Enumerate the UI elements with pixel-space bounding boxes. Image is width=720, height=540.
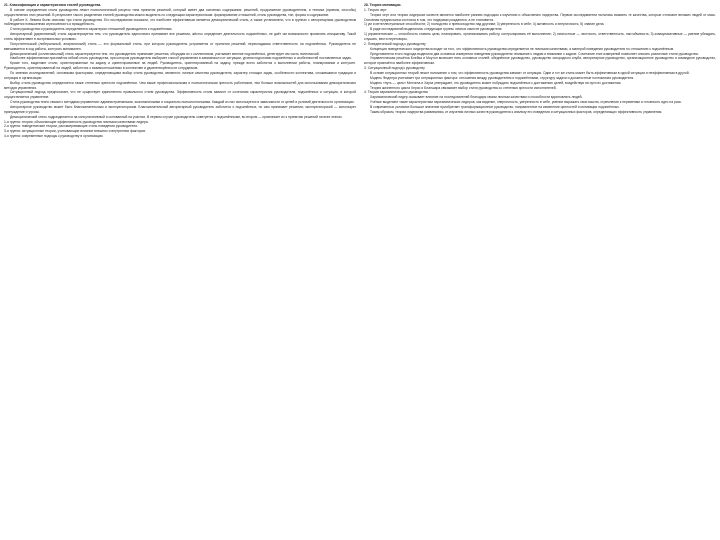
paragraph: Ситуационный подход предполагает, что не существует единственно правильного стиля руководства. Эффективность стиля зависит от сочетания характеристик руководителя, подчинённых и ситуации, в которой осуществляется управление. xyxy=(4,90,356,100)
paragraph: В работе К. Левина были описаны три стиля руководства. Его исследования показали, что наиболее эффективным является демократический стиль, а также установлено, что в группах с авторитарным руководством наблюдается повышенная агрессивность и враждебность. xyxy=(4,17,356,27)
paragraph: Модель «путь — цель» Митчела и Хауса утверждает, что руководитель может побуждать подчинённых к достижению целей, воздействуя на пути их достижения. xyxy=(370,80,622,85)
paragraph: Кроме того, выделяют стили, ориентированные на задачу и ориентированные на людей. Руководитель, ориентированный на задачу, прежде всего заботится о выполнении работы, планировании и контроле. Руководитель, ориентированный на людей, заботится о взаимоотношениях в коллективе и удовлетворённости сотрудников. xyxy=(4,61,356,71)
list-item: 3-я группа: ситуационные теории, учитывающие влияние внешних и внутренних факторов. xyxy=(4,129,146,134)
paragraph: Стили руководства и руководитель определяются характером отношений руководителя к подчинённым. xyxy=(10,27,173,32)
paragraph: Представители этого подхода выделили два основных измерения поведения руководителя: внимание к людям и внимание к задаче. Сочетание этих измерений позволяет описать различные стили руководства. xyxy=(370,51,699,56)
paragraph: Харизматический лидер оказывает влияние на последователей благодаря своим личным качествам и способности вдохновлять людей. xyxy=(370,95,583,100)
paragraph: Авторитарный (директивный) стиль характеризуется тем, что руководитель единолично принимает все решения, жёстко определяет деятельность подчинённых, не даёт им возможности проявлять инициативу. Такой стиль эффективен в экстремальных условиях. xyxy=(4,32,356,42)
paragraph: В основе ситуационных теорий лежит положение о том, что эффективность руководства зависит от ситуации. Один и тот же стиль может быть эффективным в одной ситуации и неэффективным в другой. xyxy=(370,71,690,76)
paragraph: В современных условиях большое значение приобретает трансформационное руководство, направленное на изменение ценностей и мотивации подчинённых. xyxy=(370,105,620,110)
paragraph: В основе определения стиля руководства лежит психологический рисунок типа принятия решений, который имеет два основных содержания: решений, продолжение руководителем, и техника (приемы, способы) осуществления этих решений. В результате такого разделения стилей руководства можно выделить по следующим характеристикам: формирование отношений, стиль руководства, тип, форма и содержание. xyxy=(4,7,356,17)
list-item: 1) ум и интеллектуальные способности; 2) господство и превосходство над другими; 3) уверенность в себе; 4) активность и энергичность; 5) знание дела. xyxy=(364,22,605,27)
section-heading: 21. Классификация и характеристика стилей руководства. xyxy=(4,3,102,7)
paragraph: Демократический (коллегиальный) стиль характеризуется тем, что руководитель принимает решения, обсуждая их с коллективом, учитывает мнение подчинённых, делегирует им часть полномочий. xyxy=(10,51,320,56)
right-column xyxy=(364,3,716,538)
subsection-heading: 4. Теория харизматического руководства xyxy=(364,90,428,95)
subsection-heading: 1. Теория черт xyxy=(364,7,387,12)
list-item: 1-я группа: теории, объясняющие эффективность руководства личными качествами лидера. xyxy=(4,119,149,124)
paragraph: В ряде исследований выделялись следующие группы личных качеств руководителя: xyxy=(370,27,503,32)
subsection-heading: 2. Поведенческий подход к руководству xyxy=(364,41,426,46)
paragraph: Теория черт или теория лидерских качеств является наиболее ранним подходом к изучению и объяснению лидерства. Первые исследователи пытались выявить те качества, которые отличают великих людей от масс. Основная предпосылка состояла в том, что лидерами рождаются, а не становятся. xyxy=(364,12,716,22)
section-heading: 28. Теория мотивации. xyxy=(364,3,402,7)
subsection-heading: 3. Ситуационный подход к руководству xyxy=(364,66,425,71)
paragraph: По мнению исследователей, основными факторами, определяющими выбор стиля руководства, являются: личные качества руководителя, характер стоящих задач, особенности коллектива, сложившиеся традиции и ситуация в организации. xyxy=(4,71,356,80)
paragraph: Управленческая решётка Блейка и Моутон включает пять основных стилей: обеднённое руководство, руководство загородного клуба, авторитарное руководство, организационное руководство и командное руководство, которое признаётся наиболее эффективным. xyxy=(364,56,716,66)
paragraph: Учёные выделяют такие характеристики харизматических лидеров, как видение, энергичность, уверенность в себе, умение выражать свои мысли, стремление к переменам и готовность идти на риск. xyxy=(370,100,682,105)
paragraph: Выбор стиля руководства определяется также степенью зрелости подчинённых. Чем выше профессиональная и психологическая зрелость работников, тем больше возможностей для использования демократических методов управления. xyxy=(4,80,356,90)
paragraph: Модель Фидлера учитывает три ситуационных фактора: отношения между руководителем и подчинёнными, структуру задачи и должностные полномочия руководителя. xyxy=(370,75,635,80)
list-item: 4-я группа: современные подходы к руководству в организации. xyxy=(4,134,104,139)
paragraph: Теория жизненного цикла Херси и Бланшара связывает выбор стиля руководства со степенью зрелости исполнителей. xyxy=(370,85,557,90)
paragraph: Стиль руководства тесно связан с методами управления: административными, экономическими и социально-психологическими. Каждый из них используется в зависимости от целей и условий деятельности организации. xyxy=(10,100,355,105)
paragraph: Концепция поведенческого лидерства исходит из того, что эффективность руководства определяется не личными качествами, а манерой поведения руководителя по отношению к подчинённым. xyxy=(370,46,674,51)
paragraph: Наиболее эффективным признаётся гибкий стиль руководства, при котором руководитель выбирает способ управления в зависимости от ситуации, уровня подготовки подчинённых и особенностей поставленных задач. xyxy=(10,56,352,61)
paragraph: Авторитарное руководство может быть благожелательным и эксплуататорским. Благожелательный авторитарный руководитель заботится о подчинённых, но сам принимает решения; эксплуататорский — использует принуждение и угрозы. xyxy=(4,105,356,114)
paragraph: Демократический стиль подразделяется на консультативный и основанный на участии. В первом случае руководитель советуется с подчинёнными, во втором — привлекает их к принятию решений на всех этапах. xyxy=(10,114,343,119)
left-column xyxy=(4,3,356,538)
paragraph: Попустительский (либеральный, анархический) стиль — это формальный стиль, при котором руководитель устраняется от принятия решений, перекладывая ответственность на подчинённых. Руководитель не вмешивается в ход работы, контроль минимален. xyxy=(4,41,356,51)
list-item: 2-я группа: поведенческие теории, рассматривающие стиль поведения руководителя. xyxy=(4,124,138,129)
list-item: 1) управленческие — способность ставить цели, планировать, организовывать работу, контролировать её выполнение; 2) личностные — честность, ответственность, настойчивость; 3) коммуникативные — умение убеждать, слушать, вести переговоры. xyxy=(364,32,716,42)
paragraph: Таким образом, теории лидерства развивались от изучения личных качеств руководителя к анализу его поведения и ситуационных факторов, определяющих эффективность управления. xyxy=(370,109,663,114)
